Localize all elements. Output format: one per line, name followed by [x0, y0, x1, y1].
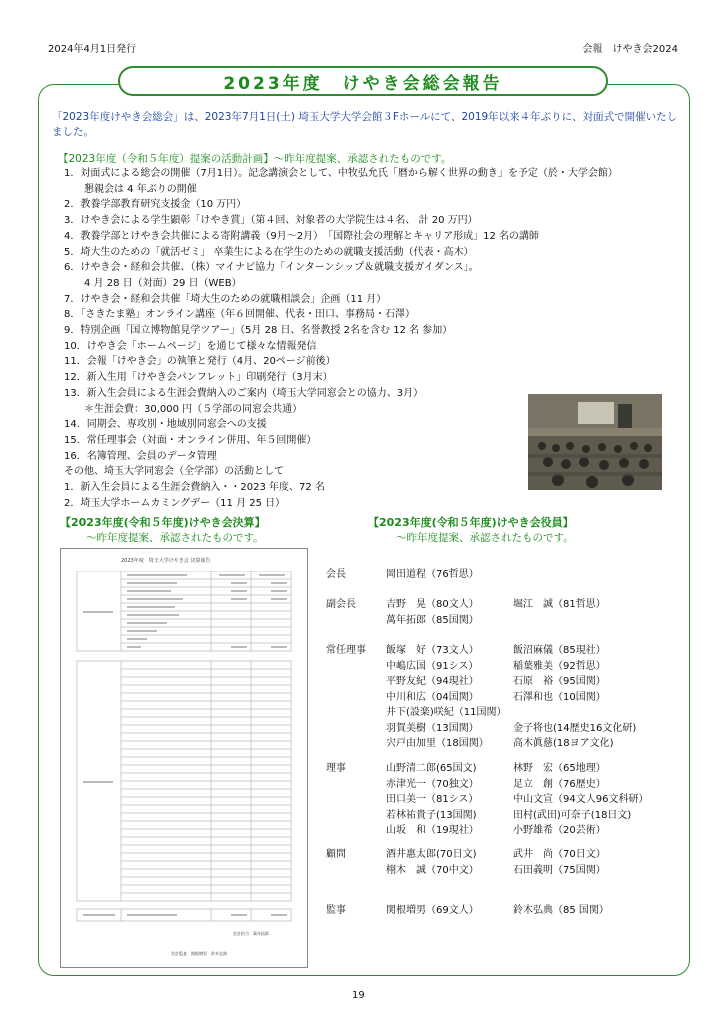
officer-role: 監事	[326, 905, 346, 916]
sheet-audit: 会計監査 関根増男 鈴木弘典	[171, 951, 227, 956]
officer-name: 堀江 誠（81哲思）	[513, 599, 606, 610]
finance-sub: ～昨年度提案、承認されたものです。	[86, 532, 264, 544]
officer-name: 稲葉雅美（92哲思）	[513, 660, 606, 672]
officer-name: 田口美一（81シス）	[386, 794, 479, 805]
plan-item: ＊生涯会費：30,000 円（５学部の同窓会共通）	[64, 403, 303, 415]
plan-heading-title: 【2023年度（令和５年度）提案の活動計画】	[58, 153, 274, 165]
plan-item: 1．新入生会員による生涯会費納入・・2023 年度、72 名	[64, 482, 325, 494]
officer-name: 宍戸由加里（18国関）	[386, 738, 489, 749]
issue-date: 2024年4月1日発行	[48, 44, 137, 55]
officer-name: 林野 宏（65地理）	[513, 763, 606, 774]
officer-name: 田村(武田)可奈子(18日文)	[513, 809, 632, 821]
intro-text: 「2023年度けやき会総会」は、2023年7月1日(土) 埼玉大学大学会館３Fホールにて、2019年以来４年ぶりに、対面式で開催いたしました。	[52, 111, 678, 138]
officer-name: 中川和広（04国関）	[386, 691, 479, 703]
plan-item: 2．埼玉大学ホームカミングデー（11 月 25 日）	[64, 497, 286, 509]
sheet-title: 2023年度 埼玉大学けやき会 決算報告	[121, 558, 211, 564]
plan-heading-sub: ～昨年度提案、承認されたものです。	[273, 153, 452, 165]
plan-item: 8．「さきたま塾」オンライン講座（年６回開催、代表・田口、事務局・石澤）	[64, 309, 416, 321]
plan-item: 9．特別企画「国立博物館見学ツアー」（5月 28 日、名誉教授 2名を含む 12 名 参加）	[64, 325, 453, 337]
sheet-footer: 会計担当 萬年拓郎	[233, 931, 269, 936]
officer-name: 石澤和也（10国関）	[513, 691, 606, 703]
officer-name: 井下(設楽)咲紀（11国関）	[386, 707, 507, 718]
plan-item: 15．常任理事会（対面・オンライン併用、年５回開催）	[64, 434, 317, 446]
plan-item: 2．教養学部教育研究支援金（10 万円）	[64, 199, 247, 211]
officer-name: 萬年拓郎（85国関）	[386, 614, 479, 626]
page-number: 19	[352, 990, 365, 1001]
officer-role: 顧問	[326, 849, 346, 860]
officer-name: 岡田道程（76哲思）	[386, 569, 479, 580]
meeting-photo	[528, 394, 662, 490]
officer-role: 会長	[326, 569, 346, 580]
officer-name: 足立 創（76歴史）	[513, 778, 606, 790]
plan-item: その他、埼玉大学同窓会（全学部）の活動として	[64, 466, 284, 478]
officer-name: 中山文宣（94文人96文科研）	[513, 794, 649, 805]
officer-name: 酒井惠太郎(70日文)	[386, 849, 477, 860]
officers-heading: 【2023年度(令和５年度)けやき会役員】	[368, 516, 574, 529]
officer-name: 飯塚 好（73文人）	[386, 645, 479, 656]
plan-item: 3．けやき会による学生顕彰「けやき賞」（第４回、対象者の大学院生は４名、 計 20 万円）	[64, 215, 478, 227]
plan-item: 4．教養学部とけやき会共催による寄附講義（9月～2月） 「国際社会の理解とキャリア形成」12 名の講師	[64, 230, 539, 242]
officer-name: 小野雄希（20芸術）	[513, 825, 606, 836]
officer-name: 平野友紀（94現社）	[386, 676, 479, 687]
officer-name: 羽賀美樹（13国関）	[386, 722, 479, 734]
officer-role: 副会長	[326, 599, 356, 610]
officer-name: 高木眞慈(18ヨア文化)	[513, 738, 614, 749]
statement-table	[61, 571, 307, 941]
plan-item: 12．新入生用「けやき会パンフレット」印刷発行（3月末）	[64, 372, 333, 384]
plan-item: 13．新入生会員による生涯会費納入のご案内（埼玉大学同窓会との協力、3月）	[64, 387, 424, 399]
officers-sub: ～昨年度提案、承認されたものです。	[396, 532, 574, 544]
journal-name: 会報 けやき会2024	[582, 44, 678, 55]
officer-name: 石原 裕（95国関）	[513, 676, 606, 687]
plan-item: 14．同期会、専攻別・地域別同窓会への支援	[64, 419, 267, 431]
officer-name: 吉野 晃（80文人）	[386, 599, 479, 610]
plan-item: 6．けやき会・経和会共催、（株）マイナビ協力「インターンシップ＆就職支援ガイダンス」。	[64, 262, 479, 274]
officer-name: 栩木 誠（70中文）	[386, 864, 479, 876]
officer-name: 中嶋広国（91シス）	[386, 660, 479, 672]
officer-name: 飯沼麻儀（85現社）	[513, 645, 606, 656]
officer-role: 常任理事	[326, 645, 366, 656]
officer-name: 金子将也(14歴史16文化研)	[513, 722, 637, 734]
plan-item: 1．対面式による総会の開催（7月1日）。記念講演会として、中牧弘允氏「暦から解く世界の動き」を予定（於・大学会館）	[64, 168, 618, 179]
financial-statement-image	[60, 548, 308, 968]
page-title: 2023年度 けやき会総会報告	[118, 66, 608, 96]
plan-item: 11．会報「けやき会」の執筆と発行（4月、20ページ前後）	[64, 356, 336, 368]
officer-name: 若林祐貴子(13国関)	[386, 809, 477, 821]
officer-name: 武井 尚（70日文）	[513, 849, 606, 860]
finance-heading: 【2023年度(令和５年度)けやき会決算】	[60, 516, 266, 529]
officer-name: 鈴木弘典（85 国関）	[513, 905, 609, 916]
officer-name: 赤津光一（70独文）	[386, 778, 479, 790]
officer-name: 山野清二郎(65国文)	[386, 763, 477, 774]
officer-name: 石田義明（75国関）	[513, 864, 606, 876]
officer-role: 理事	[326, 763, 346, 774]
officer-name: 関根増男（69文人）	[386, 905, 479, 916]
plan-item: 懇親会は 4 年ぶりの開催	[64, 183, 197, 195]
plan-item: 5．埼大生のための「就活ゼミ」 卒業生による在学生のための就職支援活動（代表・高木）	[64, 246, 474, 258]
officer-name: 山坂 和（19現社）	[386, 825, 479, 836]
plan-item: 7．けやき会・経和会共催「埼大生のための就職相談会」企画（11 月）	[64, 293, 387, 305]
plan-item: 16．名簿管理、会員のデータ管理	[64, 450, 217, 462]
plan-item: 10．けやき会「ホームページ」を通じて様々な情報発信	[64, 340, 317, 352]
plan-item: 4 月 28 日（対面）29 日（WEB）	[64, 277, 242, 289]
plan-heading	[58, 151, 451, 166]
